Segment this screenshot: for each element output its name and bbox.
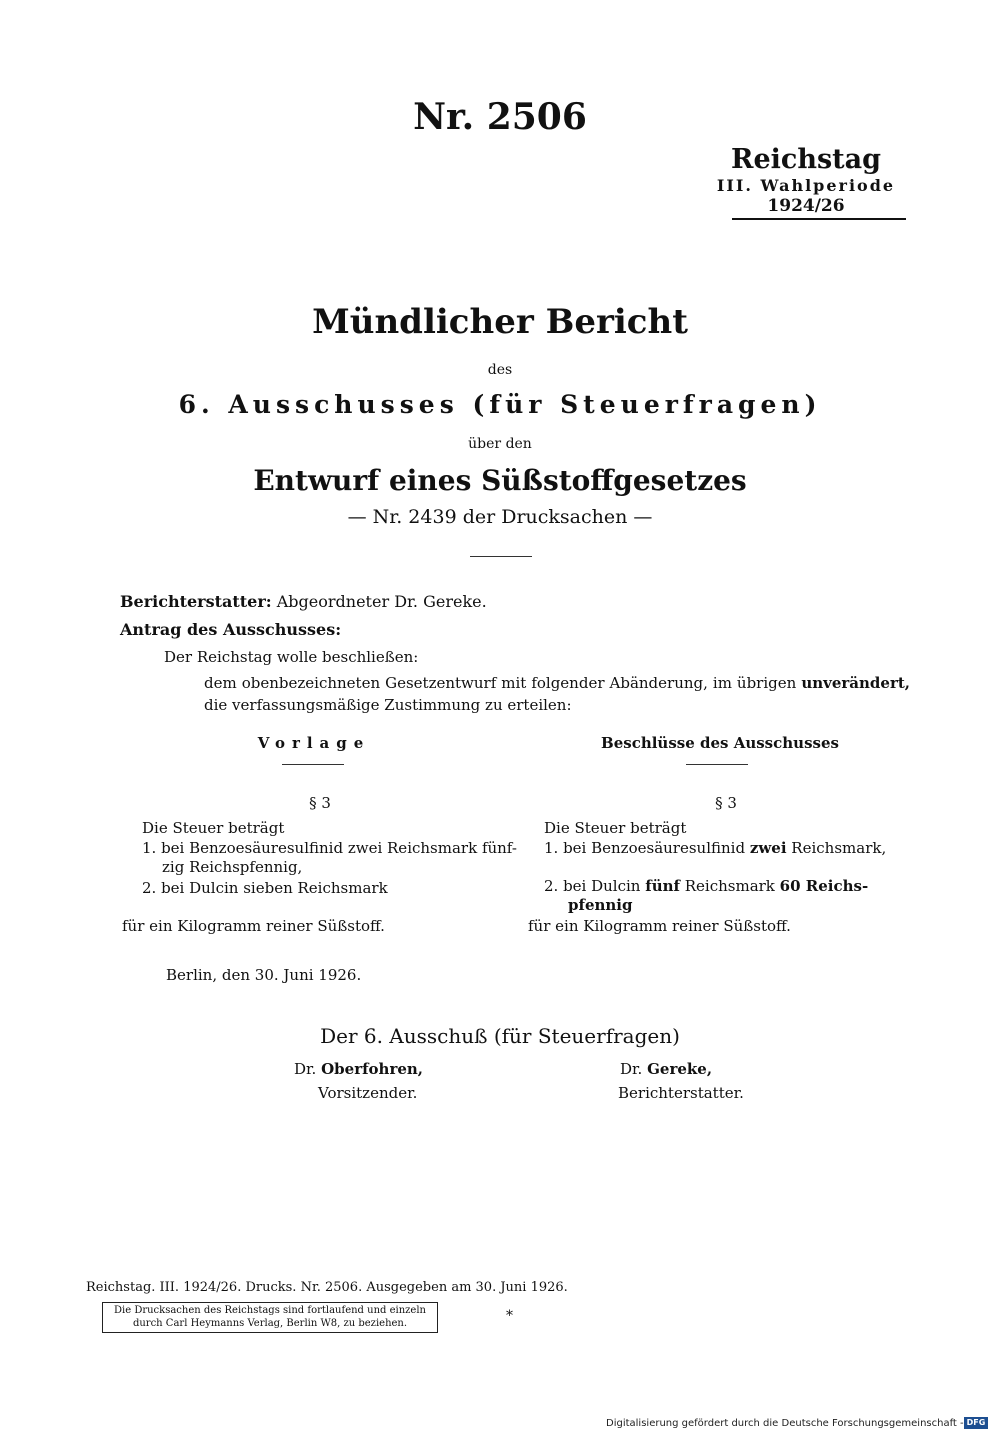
rapporteur-label: Berichterstatter: bbox=[120, 592, 272, 611]
distribution-line-1: Die Drucksachen des Reichstags sind fortlaufend und einzeln bbox=[114, 1305, 426, 1316]
asterisk-mark: * bbox=[506, 1308, 513, 1324]
header-rule bbox=[732, 218, 906, 220]
motion-text-after: die verfassungsmäßige Zustimmung zu erteilen: bbox=[204, 696, 572, 714]
signature-chair bbox=[294, 1060, 423, 1078]
distribution-notice bbox=[102, 1302, 438, 1333]
right-item-1-bold: zwei bbox=[749, 839, 787, 857]
column-heading-vorlage: Vorlage bbox=[257, 734, 371, 752]
signature-chair-prefix: Dr. bbox=[294, 1060, 322, 1078]
rapporteur-value: Abgeordneter Dr. Gereke. bbox=[276, 592, 487, 611]
signature-rapporteur bbox=[620, 1060, 712, 1078]
title-des: des bbox=[487, 362, 513, 378]
right-item-2-pre: 2. bei Dulcin bbox=[544, 877, 646, 895]
signature-chair-name: Oberfohren, bbox=[321, 1060, 424, 1078]
motion-label: Antrag des Ausschusses: bbox=[120, 620, 342, 639]
left-intro: Die Steuer beträgt bbox=[142, 819, 285, 837]
parliament-name: Reichstag bbox=[731, 144, 881, 175]
right-item-2-bold-1: fünf bbox=[645, 877, 680, 895]
left-item-1-line-1: 1. bei Benzoesäuresulfinid zwei Reichsmark fünf- bbox=[142, 839, 517, 857]
right-item-2-bold-2: 60 Reichs- bbox=[779, 877, 869, 895]
right-item-1 bbox=[544, 838, 886, 858]
report-title: Mündlicher Bericht bbox=[312, 302, 688, 342]
right-item-1-post: Reichsmark, bbox=[786, 839, 887, 857]
signature-rapporteur-prefix: Dr. bbox=[620, 1060, 648, 1078]
electoral-period: III. Wahlperiode bbox=[716, 176, 896, 195]
committee-name: 6. Ausschusses (für Steuerfragen) bbox=[178, 390, 822, 419]
motion-text-before: dem obenbezeichneten Gesetzentwurf mit folgender Abänderung, im übrigen bbox=[204, 674, 802, 692]
signature-rapporteur-name: Gereke, bbox=[647, 1060, 713, 1078]
column-heading-beschluesse: Beschlüsse des Ausschusses bbox=[601, 734, 839, 752]
title-ueber: über den bbox=[468, 436, 532, 452]
drucksache-reference: — Nr. 2439 der Drucksachen — bbox=[347, 506, 653, 528]
resolve-line: Der Reichstag wolle beschließen: bbox=[164, 648, 419, 666]
rapporteur-line bbox=[120, 592, 487, 611]
right-per-kilogram: für ein Kilogramm reiner Süßstoff. bbox=[528, 917, 791, 935]
signing-committee: Der 6. Ausschuß (für Steuerfragen) bbox=[320, 1024, 680, 1048]
draft-title: Entwurf eines Süßstoffgesetzes bbox=[253, 464, 747, 497]
signature-chair-role: Vorsitzender. bbox=[318, 1084, 418, 1102]
motion-text-bold: unverändert, bbox=[801, 674, 910, 692]
left-paragraph-sign: § 3 bbox=[309, 794, 331, 812]
section-divider bbox=[470, 556, 532, 557]
right-intro: Die Steuer beträgt bbox=[544, 819, 687, 837]
dfg-logo-icon: DFG bbox=[964, 1417, 988, 1429]
document-number: Nr. 2506 bbox=[413, 96, 587, 138]
column-rule-right bbox=[686, 764, 748, 765]
right-paragraph-sign: § 3 bbox=[715, 794, 737, 812]
period-years: 1924/26 bbox=[767, 196, 845, 216]
right-item-2-mid: Reichsmark bbox=[679, 877, 780, 895]
motion-text bbox=[204, 672, 910, 716]
right-item-2-line-2: pfennig bbox=[568, 896, 633, 914]
distribution-line-2: durch Carl Heymanns Verlag, Berlin W8, zu beziehen. bbox=[132, 1318, 408, 1329]
signature-rapporteur-role: Berichterstatter. bbox=[618, 1084, 744, 1102]
funding-note: Digitalisierung gefördert durch die Deutsche Forschungsgemeinschaft - bbox=[606, 1418, 964, 1429]
place-date: Berlin, den 30. Juni 1926. bbox=[166, 966, 362, 984]
right-item-2-line-1 bbox=[544, 876, 868, 896]
imprint-line: Reichstag. III. 1924/26. Drucks. Nr. 2506. Ausgegeben am 30. Juni 1926. bbox=[86, 1280, 568, 1295]
left-per-kilogram: für ein Kilogramm reiner Süßstoff. bbox=[122, 917, 385, 935]
column-rule-left bbox=[282, 764, 344, 765]
right-item-1-pre: 1. bei Benzoesäuresulfinid bbox=[544, 839, 750, 857]
left-item-2: 2. bei Dulcin sieben Reichsmark bbox=[142, 879, 388, 897]
left-item-1-line-2: zig Reichspfennig, bbox=[162, 858, 303, 876]
